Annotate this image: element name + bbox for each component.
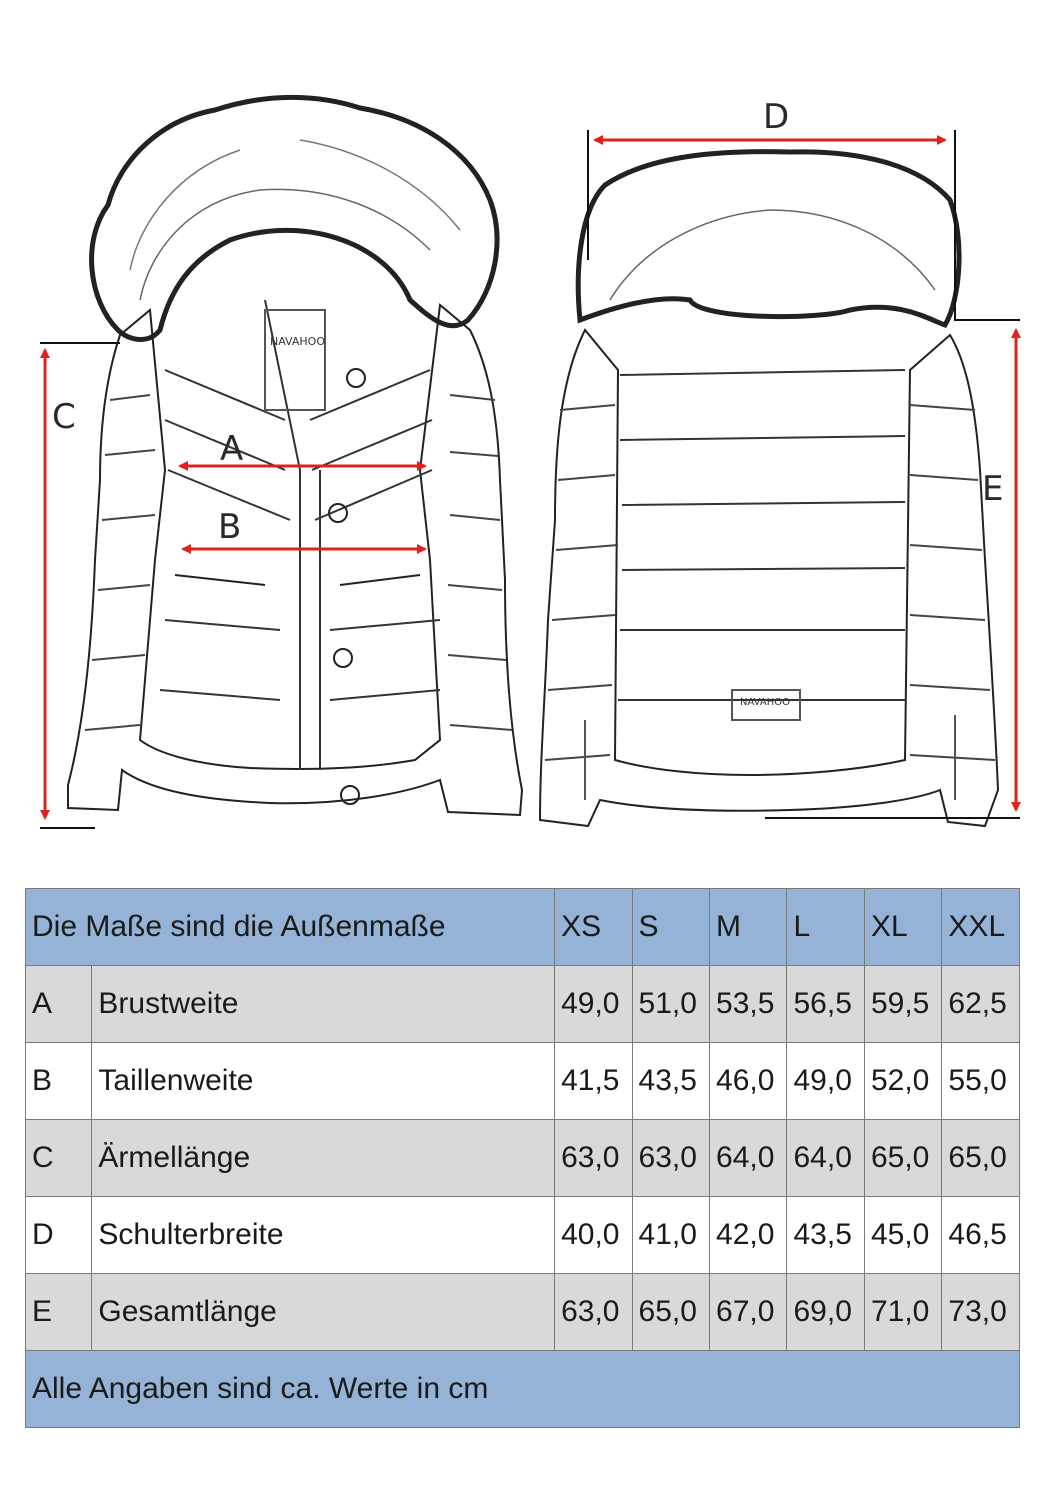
cell-value: 53,5 xyxy=(710,966,787,1043)
front-body-outline xyxy=(68,305,522,815)
table-row xyxy=(26,1120,1020,1197)
cell-value: 49,0 xyxy=(787,1043,864,1120)
cell-value: 41,5 xyxy=(555,1043,632,1120)
label-a: A xyxy=(220,429,244,469)
cell-value: 46,5 xyxy=(942,1197,1020,1274)
cell-value: 63,0 xyxy=(555,1120,632,1197)
table-row xyxy=(26,1043,1020,1120)
table-row xyxy=(26,1274,1020,1351)
table-row xyxy=(26,1197,1020,1274)
row-code: C xyxy=(26,1120,92,1197)
table-row xyxy=(26,966,1020,1043)
jacket-front-view xyxy=(68,97,522,815)
back-fur-collar xyxy=(578,152,959,325)
row-name: Brustweite xyxy=(92,966,555,1043)
row-code: B xyxy=(26,1043,92,1120)
cell-value: 69,0 xyxy=(787,1274,864,1351)
cell-value: 43,5 xyxy=(632,1043,709,1120)
cell-value: 59,5 xyxy=(864,966,941,1043)
cell-value: 51,0 xyxy=(632,966,709,1043)
size-header: L xyxy=(787,889,864,966)
label-e: E xyxy=(982,469,1004,509)
cell-value: 40,0 xyxy=(555,1197,632,1274)
size-header: XS xyxy=(555,889,632,966)
cell-value: 64,0 xyxy=(710,1120,787,1197)
cell-value: 73,0 xyxy=(942,1274,1020,1351)
size-header: XL xyxy=(864,889,941,966)
cell-value: 43,5 xyxy=(787,1197,864,1274)
row-code: A xyxy=(26,966,92,1043)
cell-value: 45,0 xyxy=(864,1197,941,1274)
cell-value: 49,0 xyxy=(555,966,632,1043)
front-fur-hood xyxy=(92,97,497,339)
svg-text:NAVAHOO: NAVAHOO xyxy=(270,335,325,348)
cell-value: 63,0 xyxy=(632,1120,709,1197)
cell-value: 65,0 xyxy=(942,1120,1020,1197)
cell-value: 67,0 xyxy=(710,1274,787,1351)
cell-value: 52,0 xyxy=(864,1043,941,1120)
cell-value: 42,0 xyxy=(710,1197,787,1274)
cell-value: 65,0 xyxy=(632,1274,709,1351)
cell-value: 55,0 xyxy=(942,1043,1020,1120)
header-title: Die Maße sind die Außenmaße xyxy=(26,889,555,966)
footer-note: Alle Angaben sind ca. Werte in cm xyxy=(26,1351,1020,1428)
size-header: XXL xyxy=(942,889,1020,966)
row-name: Ärmellänge xyxy=(92,1120,555,1197)
label-c: C xyxy=(52,397,76,437)
row-code: E xyxy=(26,1274,92,1351)
jacket-back-view xyxy=(540,152,998,826)
row-code: D xyxy=(26,1197,92,1274)
svg-text:NAVAHOO: NAVAHOO xyxy=(740,697,790,708)
back-body-outline xyxy=(540,330,998,826)
label-b: B xyxy=(218,507,242,547)
cell-value: 56,5 xyxy=(787,966,864,1043)
table-footer-row xyxy=(26,1351,1020,1428)
cell-value: 63,0 xyxy=(555,1274,632,1351)
size-header: M xyxy=(710,889,787,966)
size-chart-table xyxy=(25,888,1020,1428)
cell-value: 46,0 xyxy=(710,1043,787,1120)
size-header: S xyxy=(632,889,709,966)
row-name: Taillenweite xyxy=(92,1043,555,1120)
cell-value: 65,0 xyxy=(864,1120,941,1197)
label-d: D xyxy=(763,97,790,137)
row-name: Gesamtlänge xyxy=(92,1274,555,1351)
cell-value: 71,0 xyxy=(864,1274,941,1351)
row-name: Schulterbreite xyxy=(92,1197,555,1274)
cell-value: 64,0 xyxy=(787,1120,864,1197)
cell-value: 41,0 xyxy=(632,1197,709,1274)
cell-value: 62,5 xyxy=(942,966,1020,1043)
table-header-row xyxy=(26,889,1020,966)
